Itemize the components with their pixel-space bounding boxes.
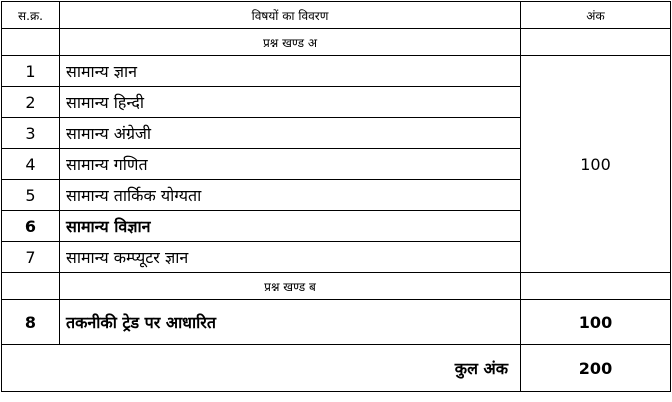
total-row: [2, 345, 671, 392]
row-subject: सामान्य हिन्दी: [60, 87, 521, 118]
section-b-marks: 100: [521, 300, 671, 345]
section-a-title-row: [2, 29, 671, 56]
header-sn: स.क्र.: [2, 2, 60, 29]
row-sn: 8: [2, 300, 60, 345]
total-label: कुल अंक: [2, 345, 521, 392]
row-sn: 2: [2, 87, 60, 118]
row-sn: 5: [2, 180, 60, 211]
row-sn: 6: [2, 211, 60, 242]
row-subject: तकनीकी ट्रेड पर आधारित: [60, 300, 521, 345]
row-subject: सामान्य गणित: [60, 149, 521, 180]
row-subject: सामान्य कम्प्यूटर ज्ञान: [60, 242, 521, 273]
row-subject: सामान्य ज्ञान: [60, 56, 521, 87]
section-b-title-row: [2, 273, 671, 300]
table-row: [2, 56, 671, 87]
header-subject: विषयों का विवरण: [60, 2, 521, 29]
row-sn: 3: [2, 118, 60, 149]
row-sn: 7: [2, 242, 60, 273]
header-row: [2, 2, 671, 29]
row-subject: सामान्य विज्ञान: [60, 211, 521, 242]
header-marks: अंक: [521, 2, 671, 29]
section-a-empty-cell: [2, 29, 60, 56]
row-subject: सामान्य अंग्रेजी: [60, 118, 521, 149]
total-value: 200: [521, 345, 671, 392]
section-b-title: प्रश्न खण्ड ब: [60, 273, 521, 300]
section-b-header-marks-blank: [521, 273, 671, 300]
section-a-header-marks-blank: [521, 29, 671, 56]
table-row: [2, 300, 671, 345]
row-sn: 1: [2, 56, 60, 87]
section-a-title: प्रश्न खण्ड अ: [60, 29, 521, 56]
row-subject: सामान्य तार्किक योग्यता: [60, 180, 521, 211]
marks-distribution-table: [1, 1, 671, 392]
section-b-empty-cell: [2, 273, 60, 300]
row-sn: 4: [2, 149, 60, 180]
section-a-marks: 100: [521, 56, 671, 273]
